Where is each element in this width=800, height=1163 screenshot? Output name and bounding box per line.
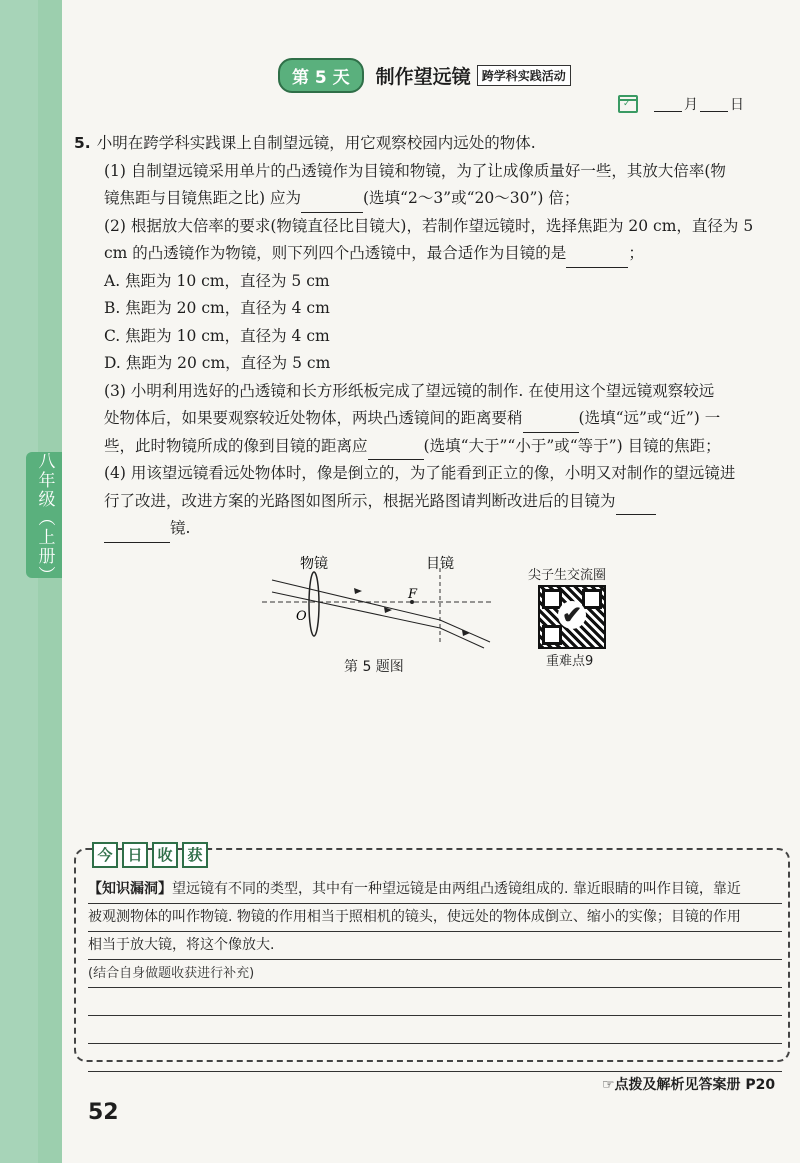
option-d: D. 焦距为 20 cm，直径为 5 cm xyxy=(104,354,331,372)
date-row xyxy=(618,94,744,114)
harvest-line-2: 被观测物体的叫作物镜. 物镜的作用相当于照相机的镜头，使远处的物体成倒立、缩小的实像；目镜的作用 xyxy=(88,904,782,932)
today-harvest-box xyxy=(74,848,790,1062)
month-label: 月 xyxy=(684,97,698,113)
checkmark-icon: ✔ xyxy=(558,601,586,629)
objective-lens xyxy=(309,572,319,636)
grade-tab: 八年级（上册） xyxy=(26,452,64,578)
answer-blank-5b[interactable] xyxy=(104,524,170,543)
month-blank[interactable] xyxy=(654,97,682,112)
qr-label: 重难点9 xyxy=(546,654,594,669)
ray-exit-lower xyxy=(440,628,484,648)
part3-line-b: 处物体后，如果要观察较近处物体，两块凸透镜间的距离要稍 (选填“远”或“近”) 一 xyxy=(74,405,792,433)
part3-line-a: (3) 小明利用选好的凸透镜和长方形纸板完成了望远镜的制作. 在使用这个望远镜观察较远 xyxy=(104,381,715,400)
answer-blank-5a[interactable] xyxy=(616,496,656,515)
harvest-hint: (结合自身做题收获进行补充) xyxy=(88,960,782,988)
answer-blank-4[interactable] xyxy=(368,441,424,460)
part2-line-b: cm 的凸透镜作为物镜，则下列四个凸透镜中，最合适作为目镜的是 ； xyxy=(74,240,792,268)
lesson-header xyxy=(278,58,571,93)
harvest-line-3: 相当于放大镜，将这个像放大. xyxy=(88,932,782,960)
writing-line-3[interactable] xyxy=(88,1044,782,1072)
figure-caption: 第 5 题图 xyxy=(344,659,404,675)
calendar-icon xyxy=(618,95,638,113)
question-5 xyxy=(74,130,792,543)
focus-label: F xyxy=(408,587,418,602)
harvest-notes xyxy=(88,876,782,1072)
question-number: 5. xyxy=(74,134,91,152)
writing-line-2[interactable] xyxy=(88,1016,782,1044)
harvest-badge: 今 日 收 获 xyxy=(92,842,208,868)
answer-blank-3[interactable] xyxy=(523,414,579,433)
part4-line-a: (4) 用该望远镜看远处物体时，像是倒立的，为了能看到正立的像，小明又对制作的望远镜进 xyxy=(104,464,736,482)
day-badge: 第 5 天 xyxy=(278,58,364,93)
writing-line-1[interactable] xyxy=(88,988,782,1016)
question-stem: 小明在跨学科实践课上自制望远镜，用它观察校园内远处的物体. xyxy=(96,134,536,152)
objective-label: 物镜 xyxy=(300,556,328,572)
option-c: C. 焦距为 10 cm，直径为 4 cm xyxy=(104,326,330,345)
day-blank[interactable] xyxy=(700,97,728,112)
answer-blank-1[interactable] xyxy=(301,194,363,213)
qr-title: 尖子生交流圈 xyxy=(528,568,607,583)
day-label: 日 xyxy=(730,97,744,113)
ray-arrow-1 xyxy=(354,588,362,594)
part1-line-a: (1) 自制望远镜采用单片的凸透镜作为目镜和物镜，为了让成像质量好一些，其放大倍率(物 xyxy=(104,161,726,180)
page-number: 52 xyxy=(88,1100,119,1125)
option-a: A. 焦距为 10 cm，直径为 5 cm xyxy=(104,271,330,290)
eyepiece-label: 目镜 xyxy=(426,556,454,572)
answer-blank-2[interactable] xyxy=(566,249,628,268)
part1-line-b: 镜焦距与目镜焦距之比) 应为 (选填“2～3”或“20～30”) 倍； xyxy=(74,185,792,213)
answer-reference: ☞点拨及解析见答案册 P20 xyxy=(602,1077,776,1093)
part2-line-a: (2) 根据放大倍率的要求(物镜直径比目镜大)，若制作望远镜时，选择焦距为 20 cm，直径为 5 xyxy=(104,216,754,235)
part3-line-c: 些，此时物镜所成的像到目镜的距离应 (选填“大于”“小于”或“等于”) 目镜的焦距； xyxy=(74,433,792,461)
question-stem-line xyxy=(74,130,792,158)
part4-line-c: 镜. xyxy=(74,515,792,543)
activity-tag: 跨学科实践活动 xyxy=(477,65,571,86)
qr-code[interactable] xyxy=(538,585,606,649)
lesson-title: 制作望远镜 xyxy=(375,66,471,88)
origin-label: O xyxy=(296,609,307,624)
part4-line-b: 行了改进，改进方案的光路图如图所示，根据光路图请判断改进后的目镜为 xyxy=(74,488,792,516)
option-b: B. 焦距为 20 cm，直径为 4 cm xyxy=(104,299,330,317)
harvest-line-1: 【知识漏洞】望远镜有不同的类型，其中有一种望远镜是由两组凸透镜组成的. 靠近眼睛的叫作目镜，靠近 xyxy=(88,876,782,904)
